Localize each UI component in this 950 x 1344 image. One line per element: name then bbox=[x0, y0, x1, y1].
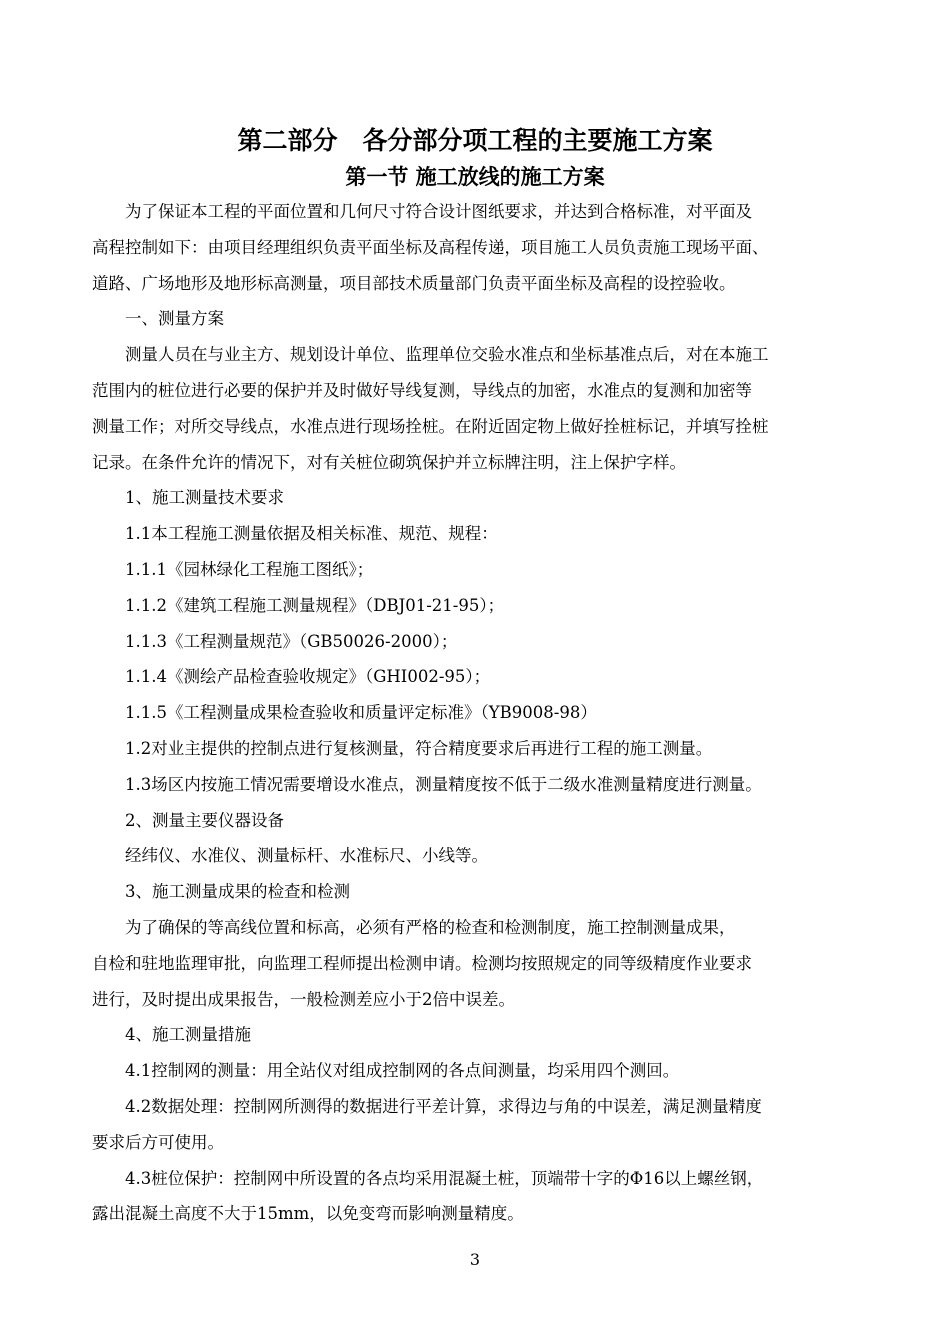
text-line: 测量工作；对所交导线点，水准点进行现场拴桩。在附近固定物上做好拴桩标记，并填写拴桩 bbox=[92, 416, 769, 436]
text-line: 经纬仪、水准仪、测量标杆、水准标尺、小线等。 bbox=[92, 846, 488, 866]
text-line: 为了确保的等高线位置和标高，必须有严格的检查和检测制度，施工控制测量成果， bbox=[92, 918, 736, 937]
text-line: 要求后方可使用。 bbox=[92, 1132, 224, 1152]
text-line: 1.3场区内按施工情况需要增设水准点，测量精度按不低于二级水准测量精度进行测量。 bbox=[92, 774, 762, 794]
text-line: 为了保证本工程的平面位置和几何尺寸符合设计图纸要求，并达到合格标准，对平面及 bbox=[92, 202, 752, 221]
text-line: 1.1.3《工程测量规范》（GB50026-2000）； bbox=[92, 631, 458, 651]
section-title: 第一节 施工放线的施工方案 bbox=[345, 164, 605, 189]
text-line: 1.1本工程施工测量依据及相关标准、规范、规程： bbox=[92, 524, 498, 544]
text-line: 1.1.5《工程测量成果检查验收和质量评定标准》（YB9008-98） bbox=[92, 703, 597, 723]
text-line: 4、施工测量措施 bbox=[92, 1025, 251, 1045]
text-line: 1、施工测量技术要求 bbox=[92, 488, 284, 508]
text-line: 1.1.4《测绘产品检查验收规定》（GHI002-95）； bbox=[92, 667, 491, 687]
text-line: 自检和驻地监理审批，向监理工程师提出检测申请。检测均按照规定的同等级精度作业要求 bbox=[92, 953, 752, 973]
text-line: 4.3桩位保护：控制网中所设置的各点均采用混凝土桩，顶端带十字的Φ16以上螺丝钢， bbox=[92, 1168, 764, 1188]
text-line: 4.1控制网的测量：用全站仪对组成控制网的各点间测量，均采用四个测回。 bbox=[92, 1061, 680, 1081]
text-line: 3、施工测量成果的检查和检测 bbox=[92, 882, 350, 902]
text-line: 高程控制如下：由项目经理组织负责平面坐标及高程传递，项目施工人员负责施工现场平面、 bbox=[92, 237, 769, 257]
text-line: 1.2对业主提供的控制点进行复核测量，符合精度要求后再进行工程的施工测量。 bbox=[92, 739, 713, 758]
page-title: 第二部分 各分部分项工程的主要施工方案 bbox=[237, 126, 713, 155]
text-line: 进行，及时提出成果报告，一般检测差应小于2倍中误差。 bbox=[92, 989, 515, 1009]
text-line: 道路、广场地形及地形标高测量，项目部技术质量部门负责平面坐标及高程的设控验收。 bbox=[92, 273, 736, 293]
text-line: 1.1.2《建筑工程施工测量规程》（DBJ01-21-95）； bbox=[92, 595, 505, 615]
page-number: 3 bbox=[469, 1250, 481, 1269]
text-line: 2、测量主要仪器设备 bbox=[92, 810, 284, 830]
text-line: 4.2数据处理：控制网所测得的数据进行平差计算，求得边与角的中误差，满足测量精度 bbox=[92, 1097, 762, 1116]
text-line: 范围内的桩位进行必要的保护并及时做好导线复测，导线点的加密，水准点的复测和加密等 bbox=[92, 381, 752, 400]
text-line: 露出混凝土高度不大于15mm，以免变弯而影响测量精度。 bbox=[92, 1204, 524, 1224]
text-line: 一、测量方案 bbox=[92, 309, 224, 329]
text-line: 记录。在条件允许的情况下，对有关桩位砌筑保护并立标牌注明，注上保护字样。 bbox=[92, 452, 686, 472]
text-line: 测量人员在与业主方、规划设计单位、监理单位交验水准点和坐标基准点后，对在本施工 bbox=[92, 345, 769, 365]
text-line: 1.1.1《园林绿化工程施工图纸》； bbox=[92, 560, 374, 579]
